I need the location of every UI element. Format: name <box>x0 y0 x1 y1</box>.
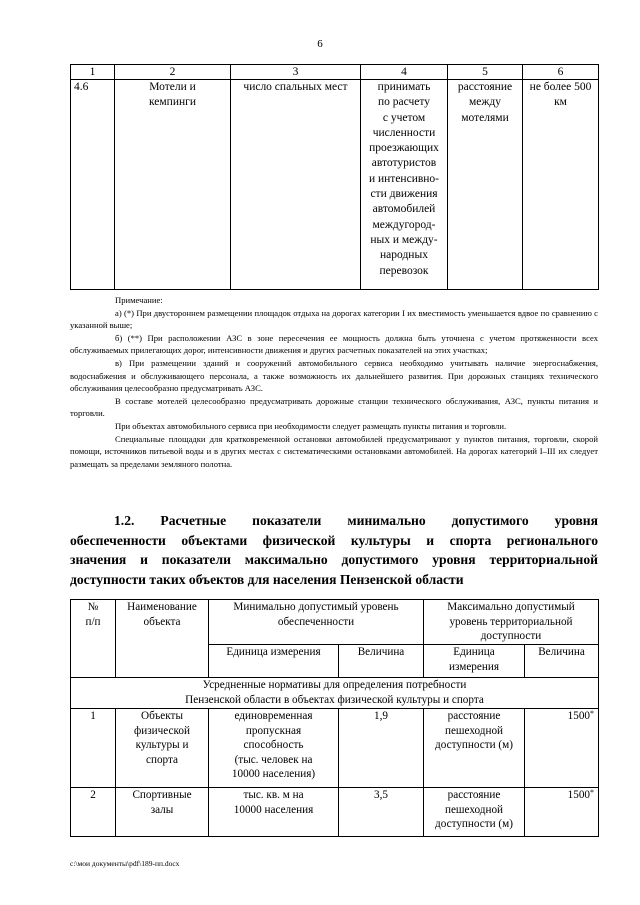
section-heading <box>70 511 598 589</box>
text-line: (тыс. человек на <box>234 753 313 766</box>
text-line: спорта <box>146 753 178 766</box>
unit-cell <box>424 788 525 837</box>
text-line: объекта <box>143 615 181 628</box>
page-number: 6 <box>317 38 323 50</box>
text-line: км <box>554 96 567 109</box>
text-line: 10000 населения) <box>231 768 316 781</box>
text-line: пешеходной <box>444 724 504 737</box>
note-item: б) (**) При расположении АЗС в зоне пересечения ее мощность должна быть уточнена с учетом протяженности всех обслуживаемых прилегающих дорог, интенсивности движения и других расчетных показателей на этих участках; <box>70 332 598 356</box>
text-line: 10000 населения <box>233 803 314 816</box>
header-number <box>71 600 116 678</box>
object-name <box>115 80 231 290</box>
notes-title: Примечание: <box>115 295 163 305</box>
row-number: 2 <box>71 788 116 837</box>
file-path-footer: c:\мои документы\pdf\189-пп.docx <box>70 859 180 868</box>
unit-cell <box>209 788 339 837</box>
header-row <box>71 600 599 645</box>
header-unit <box>424 645 525 678</box>
col-number-cell: 5 <box>448 65 523 80</box>
text-line: измерения <box>449 660 499 673</box>
unit-cell: число спальных мест <box>231 80 361 290</box>
note-item: При объектах автомобильного сервиса при необходимости следует размещать пункты питания и торговли. <box>115 420 507 431</box>
note-item: в) При размещении зданий и сооружений автомобильного сервиса необходимо учитывать наличие энергоснабжения, водоснабжения и обслуживающего персонала, а также возможность их дальнейшего развития. При дорожных станциях технического обслуживания целесообразно предусматривать АЗС. <box>70 357 598 394</box>
text-line: численности <box>372 126 436 139</box>
notes-block <box>70 294 598 470</box>
text-line: обеспеченности <box>277 615 355 628</box>
text-line: п/п <box>85 615 101 628</box>
note-item: Специальные площадки для кратковременной остановки автомобилей предусматривают у пунктов питания, торговли, скорой помощи, источников питьевой воды и в других местах с систематическими остановками автомобилей. На дорогах категорий I–III их следует размещать за пределами земляного полотна. <box>70 433 598 469</box>
text-line: перевозок <box>379 264 429 277</box>
value-cell: 3,5 <box>339 788 424 837</box>
col-number-cell: 4 <box>361 65 448 80</box>
sports-facilities-table <box>70 599 599 837</box>
text-line: ных и между- <box>370 233 438 246</box>
footnote-mark: * <box>590 709 595 718</box>
section-row <box>71 678 599 709</box>
value-number: 1500 <box>567 789 591 801</box>
text-line: залы <box>150 803 174 816</box>
text-line: междугород- <box>372 218 436 231</box>
text-line: тыс. кв. м на <box>243 789 304 801</box>
heading-line: значения и показатели максимально допустимого уровня территориальной <box>70 552 598 567</box>
text-line: Наименование <box>127 601 197 613</box>
text-line: пропускная <box>245 724 302 737</box>
unit-cell <box>209 709 339 788</box>
heading-line: обеспеченности объектами физической культуры и спорта регионального <box>70 532 598 548</box>
text-line: расстояние <box>457 81 513 93</box>
text-line: Минимально допустимый уровень <box>233 601 399 613</box>
text-line: Объекты <box>141 710 183 722</box>
text-line: и интенсивно- <box>368 172 440 185</box>
roadside-services-table <box>70 64 599 290</box>
header-max-level <box>424 600 599 645</box>
text-line: мотелями <box>461 111 509 124</box>
heading-line: доступности таких объектов для населения Пензенской области <box>70 571 464 587</box>
value-cell: 1,9 <box>339 709 424 788</box>
distance-limit <box>523 80 599 290</box>
text-line: Усредненные нормативы для определения потребности <box>202 679 467 691</box>
value-cell <box>525 788 599 837</box>
text-line: способность <box>243 739 304 752</box>
calculation-basis <box>361 80 448 290</box>
text-line: по расчету <box>377 96 431 109</box>
text-line: проезжающих <box>369 142 439 155</box>
row-number: 1 <box>71 709 116 788</box>
text-line: единовременная <box>234 710 313 722</box>
table-row <box>71 709 599 788</box>
value-number: 1500 <box>567 710 591 722</box>
heading-line: 1.2. Расчетные показатели минимально допустимого уровня <box>114 513 598 528</box>
text-line: доступности (м) <box>435 818 513 831</box>
col-number-cell: 2 <box>115 65 231 80</box>
text-line: Пензенской области в объектах физической культуры и спорта <box>185 693 484 706</box>
note-item: а) (*) При двустороннем размещении площадок отдыха на дорогах категории I их вместимость уменьшается вдвое по сравнению с указанной выше; <box>70 307 598 331</box>
column-number-row <box>71 65 599 80</box>
header-object-name <box>116 600 209 678</box>
text-line: не более 500 <box>529 81 592 93</box>
text-line: доступности (м) <box>435 739 513 752</box>
text-line: уровень территориальной <box>449 615 573 628</box>
header-min-level <box>209 600 424 645</box>
text-line: автотуристов <box>371 157 437 170</box>
text-line: с учетом <box>382 111 426 124</box>
text-line: народных <box>380 249 428 262</box>
note-item: В составе мотелей целесообразно предусматривать дорожные станции технического обслуживания, АЗС, пункты питания и торговли. <box>70 395 598 419</box>
table-row <box>71 788 599 837</box>
text-line: сти движения <box>370 188 438 201</box>
distance-type <box>448 80 523 290</box>
text-line: Максимально допустимый <box>447 601 575 613</box>
unit-cell <box>424 709 525 788</box>
text-line: расстояние <box>447 789 501 801</box>
header-value: Величина <box>525 645 599 678</box>
col-number-cell: 6 <box>523 65 599 80</box>
col-number-cell: 1 <box>71 65 115 80</box>
text-line: расстояние <box>447 710 501 722</box>
text-line: пешеходной <box>444 803 504 816</box>
text-line: Спортивные <box>132 789 192 801</box>
text-line: автомобилей <box>372 203 436 216</box>
text-line: № <box>87 601 99 613</box>
row-number: 4.6 <box>71 80 115 290</box>
text-line: принимать <box>377 81 431 93</box>
text-line: физической <box>134 724 190 737</box>
text-line: доступности <box>480 630 542 643</box>
text-line: кемпинги <box>148 96 197 109</box>
header-value: Величина <box>339 645 424 678</box>
text-line: между <box>469 96 501 109</box>
text-line: Единица <box>453 646 495 658</box>
value-cell <box>525 709 599 788</box>
footnote-mark: * <box>590 788 595 797</box>
header-unit: Единица измерения <box>209 645 339 678</box>
text-line: культуры и <box>135 739 189 752</box>
text-line: Мотели и <box>149 81 196 93</box>
object-name <box>116 709 209 788</box>
section-caption <box>71 678 599 709</box>
col-number-cell: 3 <box>231 65 361 80</box>
table-row <box>71 80 599 290</box>
object-name <box>116 788 209 837</box>
